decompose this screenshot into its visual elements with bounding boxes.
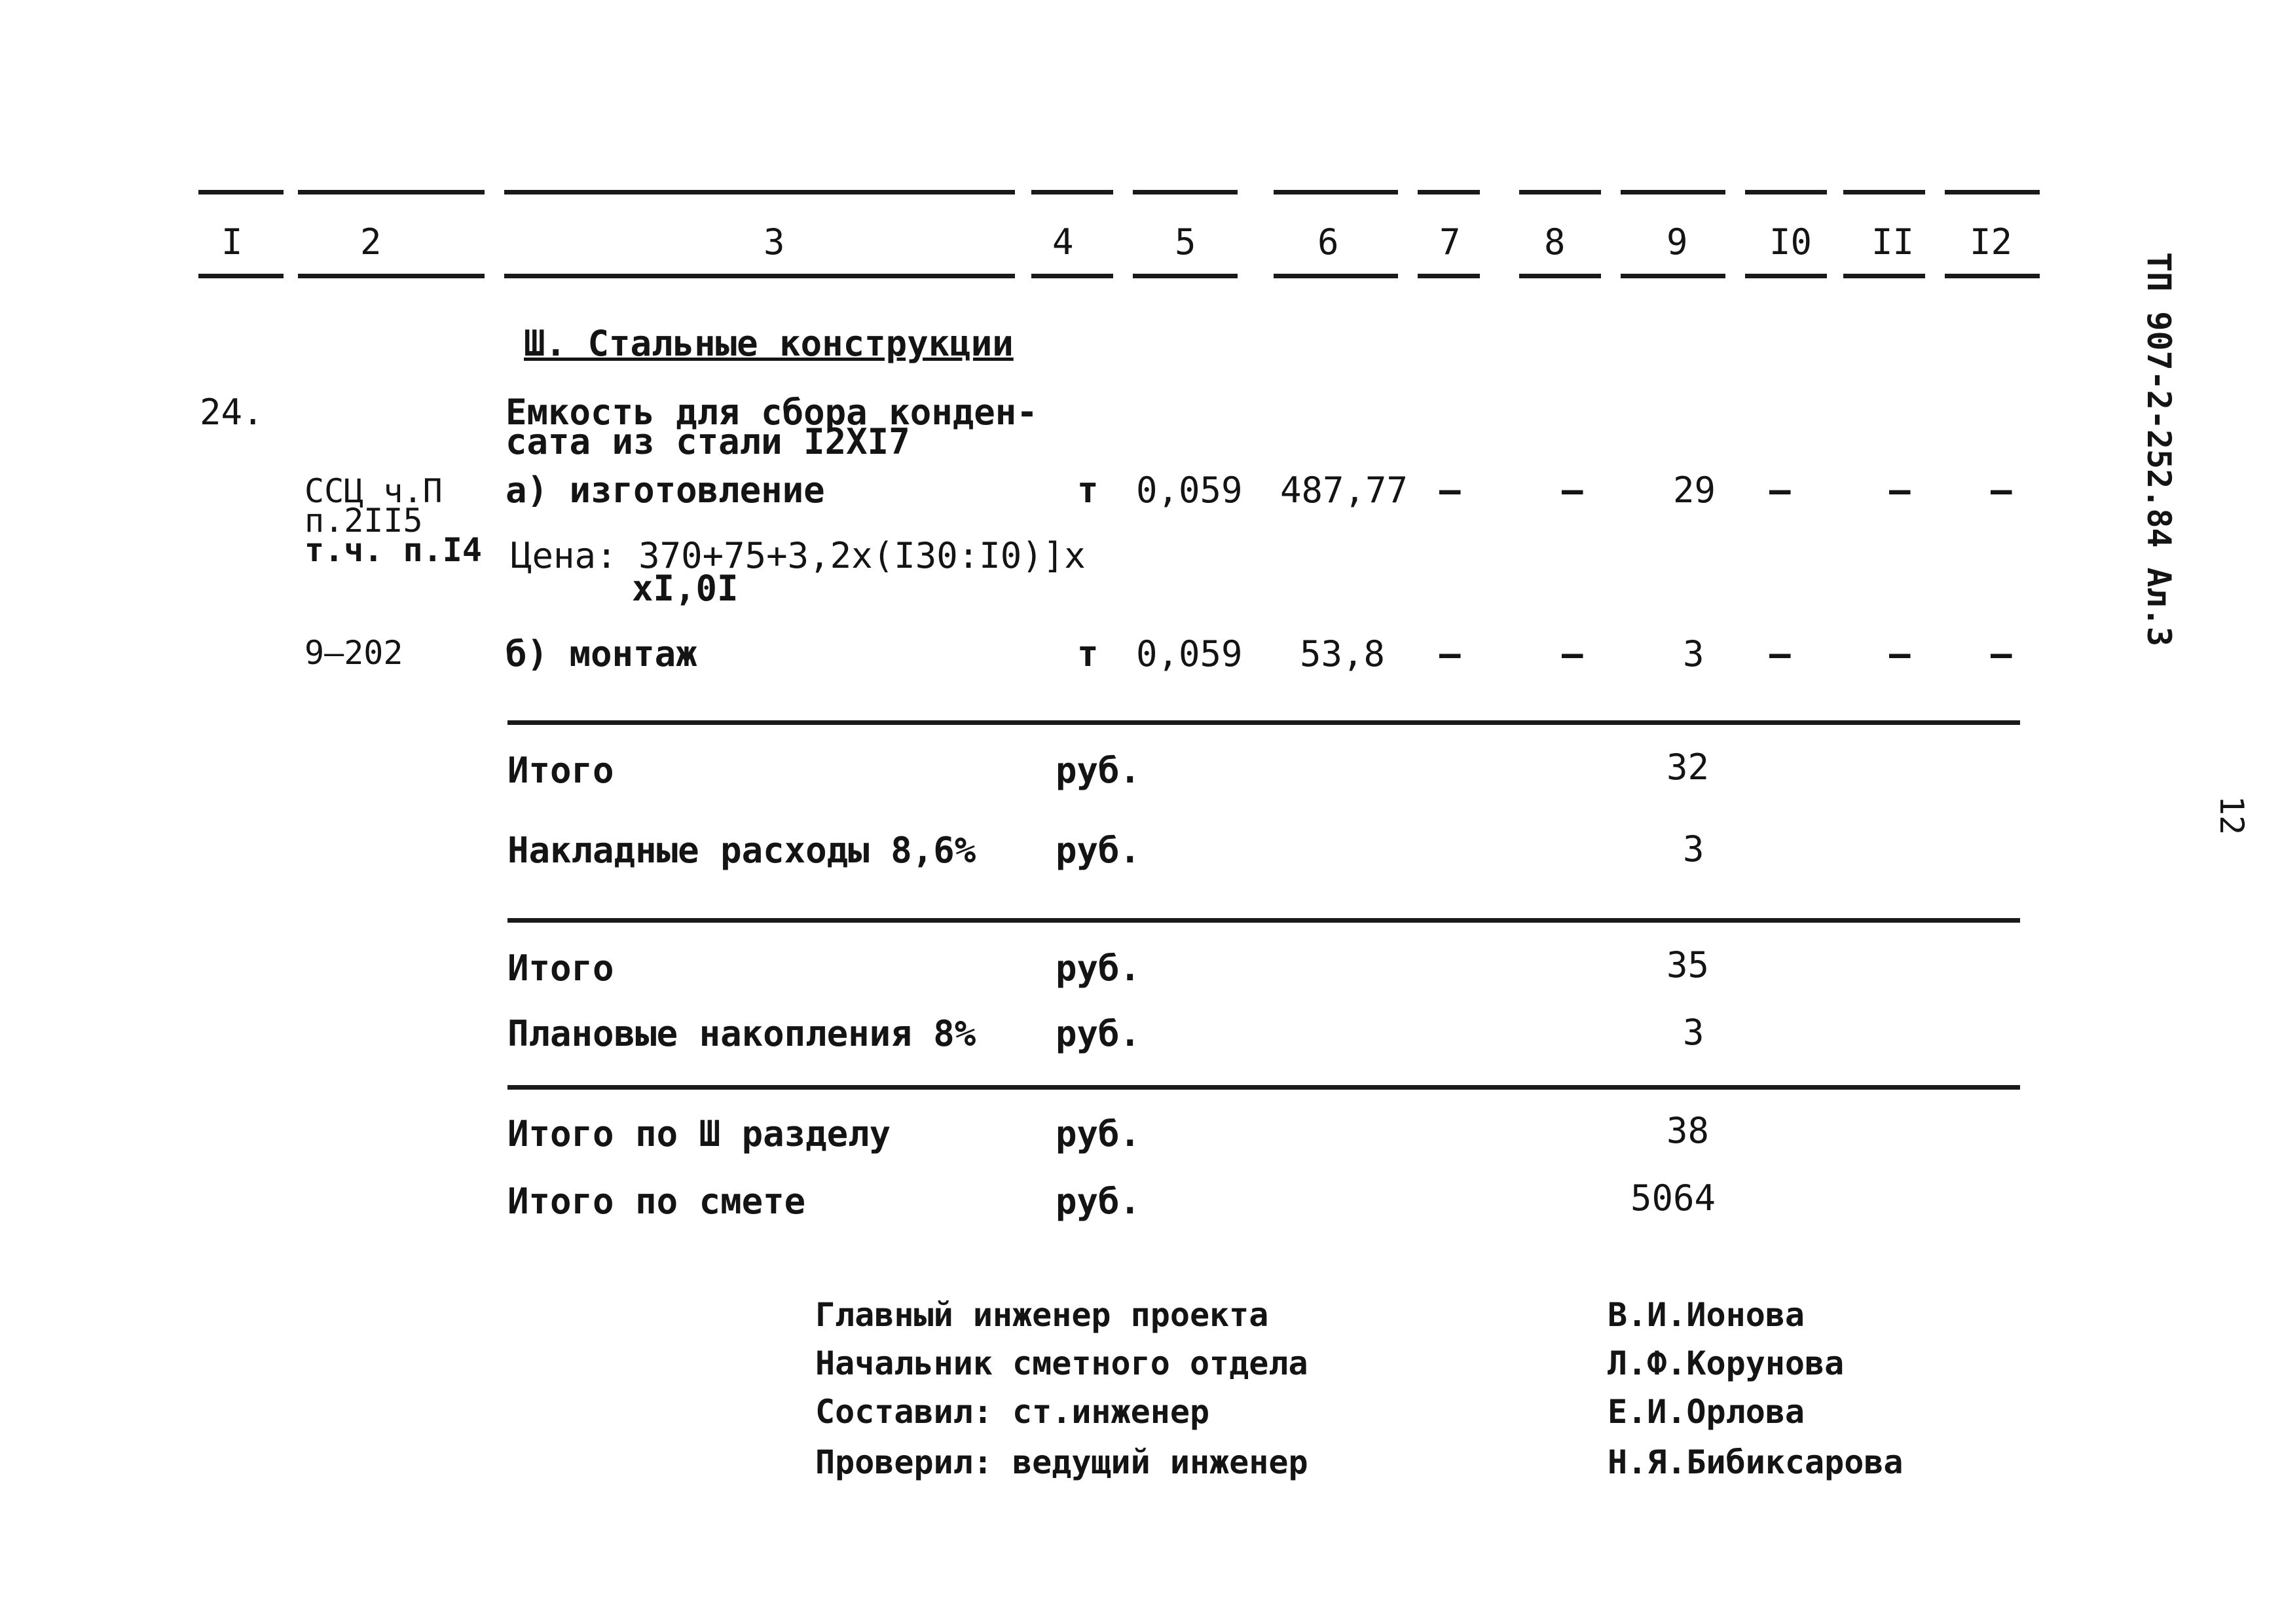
signature-name-4: Н.Я.Бибиксарова	[1608, 1443, 1904, 1481]
summary-unit-6: руб.	[1056, 1181, 1141, 1222]
signature-role-3: Составил: ст.инженер	[815, 1393, 1210, 1431]
row-b-col7: –	[1439, 633, 1461, 674]
signature-role-4: Проверил: ведущий инженер	[815, 1443, 1308, 1481]
column-header-1: I	[221, 221, 243, 263]
row-a-col12: –	[1991, 470, 2012, 511]
item-name-line1: Емкость для сбора конден-	[506, 392, 1038, 433]
column-header-5: 5	[1175, 221, 1196, 263]
column-header-8: 8	[1544, 221, 1566, 263]
signature-role-1: Главный инженер проекта	[815, 1296, 1269, 1334]
summary-value-3: 35	[1666, 944, 1710, 986]
row-a-text: а) изготовление	[506, 470, 825, 511]
column-header-3: 3	[764, 221, 785, 263]
summary-label-3: Итого	[507, 948, 614, 989]
summary-label-6: Итого по смете	[507, 1181, 806, 1222]
signature-role-2: Начальник сметного отдела	[815, 1344, 1308, 1382]
row-b-quantity: 0,059	[1136, 633, 1243, 674]
summary-label-4: Плановые накопления 8%	[507, 1013, 976, 1054]
summary-label-2: Накладные расходы 8,6%	[507, 830, 976, 871]
row-b-total: 3	[1683, 633, 1704, 674]
signature-name-3: Е.И.Орлова	[1608, 1393, 1805, 1431]
item-number: 24.	[200, 392, 264, 433]
row-a-col7: –	[1439, 470, 1461, 511]
summary-value-1: 32	[1666, 747, 1710, 788]
summary-unit-4: руб.	[1056, 1013, 1141, 1054]
item-name-line2: сата из стали I2XI7	[506, 421, 910, 462]
row-a-total: 29	[1673, 470, 1716, 511]
summary-unit-3: руб.	[1056, 948, 1141, 989]
column-header-11: II	[1871, 221, 1915, 263]
signature-name-2: Л.Ф.Корунова	[1608, 1344, 1845, 1382]
row-a-price: 487,77	[1280, 470, 1408, 511]
summary-value-4: 3	[1683, 1012, 1704, 1053]
row-b-col10: –	[1769, 633, 1791, 674]
summary-unit-2: руб.	[1056, 830, 1141, 871]
summary-label-5: Итого по Ш разделу	[507, 1113, 891, 1154]
row-b-price: 53,8	[1300, 633, 1386, 674]
price-note-line2: хI,0I	[632, 568, 739, 609]
summary-rule-2	[507, 918, 2020, 923]
row-a-reference-line1: ССЦ ч.П	[304, 472, 443, 510]
summary-label-1: Итого	[507, 750, 614, 791]
row-a-reference-line3: т.ч. п.I4	[304, 531, 482, 569]
page-number: 12	[2213, 795, 2251, 836]
column-header-12: I2	[1970, 221, 2013, 263]
section-title: Ш. Стальные конструкции	[524, 323, 1014, 364]
row-a-col10: –	[1769, 470, 1791, 511]
row-a-quantity: 0,059	[1136, 470, 1243, 511]
column-header-2: 2	[360, 221, 382, 263]
row-a-reference-line2: п.2II5	[304, 502, 423, 540]
column-header-6: 6	[1317, 221, 1339, 263]
row-a-col8: –	[1562, 470, 1583, 511]
signature-name-1: В.И.Ионова	[1608, 1296, 1805, 1334]
summary-rule-3	[507, 1085, 2020, 1090]
row-a-unit: т	[1077, 470, 1099, 511]
column-header-4: 4	[1052, 221, 1074, 263]
column-header-10: I0	[1769, 221, 1813, 263]
summary-value-6: 5064	[1630, 1177, 1716, 1219]
column-header-7: 7	[1439, 221, 1461, 263]
column-header-9: 9	[1666, 221, 1688, 263]
row-a-col11: –	[1889, 470, 1911, 511]
row-b-col12: –	[1991, 633, 2012, 674]
summary-value-5: 38	[1666, 1110, 1710, 1151]
summary-unit-5: руб.	[1056, 1113, 1141, 1154]
summary-rule-1	[507, 720, 2020, 725]
price-note-line1: Цена: 370+75+3,2х(I30:I0)]х	[511, 535, 1086, 576]
row-b-unit: т	[1077, 633, 1099, 674]
row-b-col8: –	[1562, 633, 1583, 674]
summary-unit-1: руб.	[1056, 750, 1141, 791]
row-b-text: б) монтаж	[506, 633, 697, 674]
row-b-reference: 9–202	[304, 634, 403, 672]
summary-value-2: 3	[1683, 828, 1704, 870]
document-code-vertical: ТП 907-2-252.84 Ал.3	[2140, 252, 2178, 647]
row-b-col11: –	[1889, 633, 1911, 674]
